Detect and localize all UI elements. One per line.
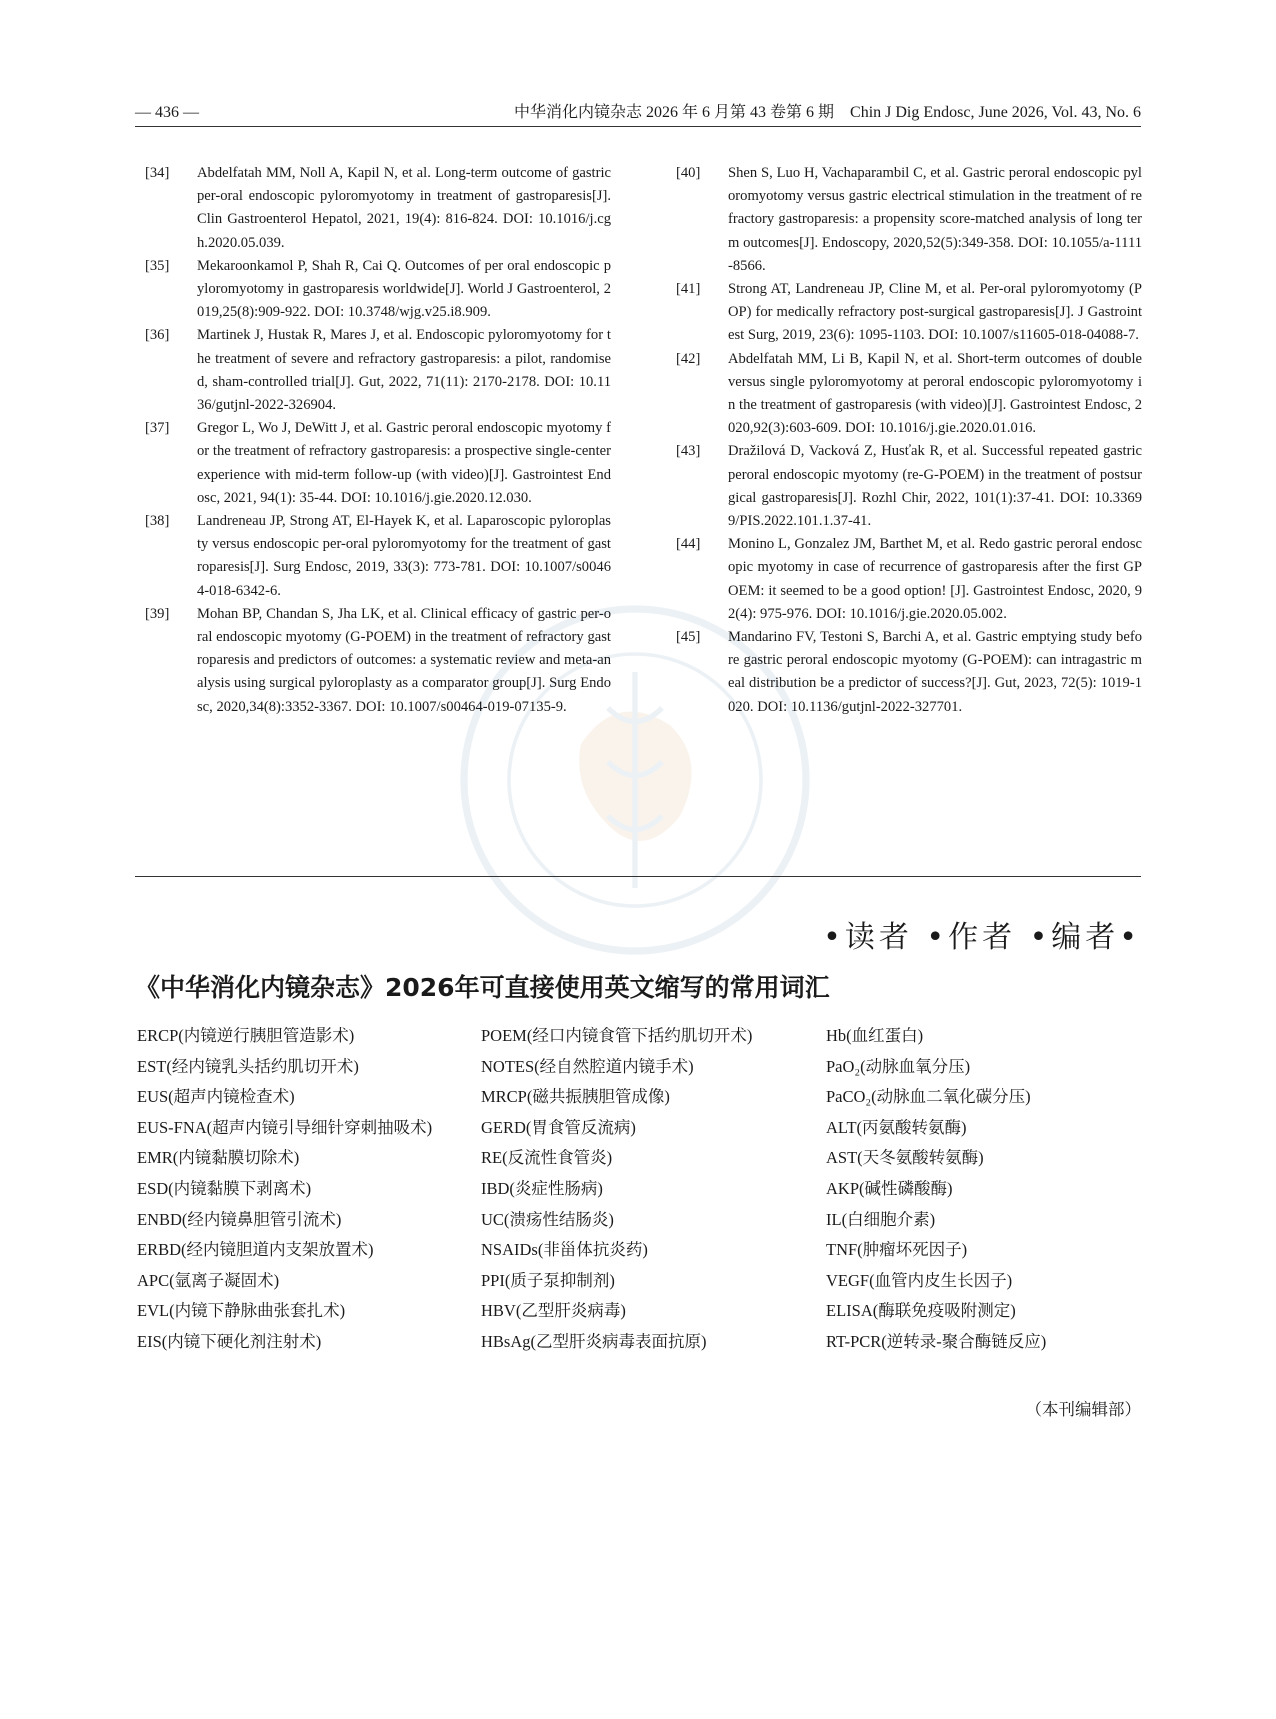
term-item: EST(经内镜乳头括约肌切开术) [137, 1056, 359, 1076]
term-item: PaO₂(动脉血氧分压) [826, 1056, 971, 1076]
article-title: 《中华消化内镜杂志》2026年可直接使用英文缩写的常用词汇 [135, 973, 830, 1002]
reference-number: [45] [676, 629, 701, 646]
term-item: PPI(质子泵抑制剂) [481, 1270, 615, 1290]
reference-number: [42] [676, 350, 701, 367]
reference-text: Landreneau JP, Strong AT, El-Hayek K, et al. Laparoscopic pyloroplasty versus endoscopic per-oral pyloromyotomy for the treatment of gastroparesis[J]. Surg Endosc, 2019, 33(3): 773-781. DOI: 10.1007/s00464-018-6342-6. [197, 513, 611, 599]
section-divider [135, 876, 1141, 877]
reference-text: Mohan BP, Chandan S, Jha LK, et al. Clinical efficacy of gastric per-oral endoscopic myotomy (G-POEM) in the treatment of refractory gastroparesis and predictors of outcomes: a systematic review and meta-analysis using surgical pyloroplasty as a comparator group[J]. Surg Endosc, 2020,34(8):3352-3367. DOI: 10.1007/s00464-019-07135-9. [197, 605, 611, 715]
term-item: Hb(血红蛋白) [826, 1026, 924, 1045]
reference-item [676, 162, 1142, 278]
term-item: ERBD(经内镜胆道内支架放置术) [137, 1240, 374, 1260]
term-item: APC(氩离子凝固术) [137, 1270, 280, 1290]
term-item: EVL(内镜下静脉曲张套扎术) [137, 1301, 346, 1321]
reference-text: Abdelfatah MM, Noll A, Kapil N, et al. Long-term outcome of gastric per-oral endoscopic pyloromyotomy in treatment of gastroparesis[J]. Clin Gastroenterol Hepatol, 2021, 19(4): 816-824. DOI: 10.1016/j.cgh.2020.05.039. [197, 165, 611, 251]
page-header [135, 100, 1141, 127]
reference-number: [39] [145, 605, 170, 622]
term-item: ALT(丙氨酸转氨酶) [826, 1117, 967, 1137]
term-item: PaCO₂(动脉血二氧化碳分压) [826, 1087, 1031, 1107]
term-item: EUS-FNA(超声内镜引导细针穿刺抽吸术) [137, 1117, 433, 1137]
term-item: ERCP(内镜逆行胰胆管造影术) [137, 1026, 355, 1045]
term-item: POEM(经口内镜食管下括约肌切开术) [481, 1026, 753, 1045]
term-item: HBV(乙型肝炎病毒) [481, 1301, 626, 1321]
reference-text: Abdelfatah MM, Li B, Kapil N, et al. Short-term outcomes of double versus single pyloromyotomy at peroral endoscopic pyloromyotomy in the treatment of gastroparesis (with video)[J]. Gastrointest Endosc, 2020,92(3):603-609. DOI: 10.1016/j.gie.2020.01.016. [728, 350, 1142, 437]
reference-text: Mandarino FV, Testoni S, Barchi A, et al. Gastric emptying study before gastric peroral endoscopic myotomy (G-POEM): can intragastric meal distribution be a predictor of success?[J]. Gut, 2023, 72(5): 1019-1020. DOI: 10.1136/gutjnl-2022-327701. [728, 629, 1142, 715]
reference-number: [40] [676, 165, 701, 181]
term-item: MRCP(磁共振胰胆管成像) [481, 1087, 670, 1107]
reference-text: Martinek J, Hustak R, Mares J, et al. Endoscopic pyloromyotomy for the treatment of severe and refractory gastroparesis: a pilot, randomised, sham-controlled trial[J]. Gut, 2022, 71(11): 2170-2178. DOI: 10.1136/gutjnl-2022-326904. [197, 327, 611, 414]
term-item: ESD(内镜黏膜下剥离术) [137, 1178, 312, 1198]
reference-text: Monino L, Gonzalez JM, Barthet M, et al. Redo gastric peroral endoscopic myotomy in case of recurrence of gastroparesis after the first GPOEM: it seemed to be a good option! [J]. Gastrointest Endosc, 2020, 92(4): 975-976. DOI: 10.1016/j.gie.2020.05.002. [728, 536, 1142, 622]
reference-number: [41] [676, 281, 701, 298]
term-item: EMR(内镜黏膜切除术) [137, 1148, 300, 1168]
term-item: EUS(超声内镜检查术) [137, 1087, 295, 1107]
term-item: AST(天冬氨酸转氨酶) [826, 1148, 984, 1168]
reference-item [145, 324, 611, 417]
reference-text: Shen S, Luo H, Vachaparambil C, et al. Gastric peroral endoscopic pyloromyotomy versus gastric electrical stimulation in the treatment of refractory gastroparesis: a propensity score-matched analysis of long term outcomes[J]. Endoscopy, 2020,52(5):349-358. DOI: 10.1055/a-1111-8566. [728, 165, 1142, 274]
reference-number: [38] [145, 513, 170, 530]
term-item: UC(溃疡性结肠炎) [481, 1209, 614, 1229]
reference-number: [36] [145, 327, 170, 344]
reference-item [145, 255, 611, 325]
reference-number: [43] [676, 443, 701, 460]
reference-item [676, 278, 1142, 348]
term-item: NSAIDs(非甾体抗炎药) [481, 1240, 648, 1260]
reference-item [145, 603, 611, 719]
reference-number: [34] [145, 165, 170, 181]
reference-number: [44] [676, 536, 701, 553]
reference-text: Gregor L, Wo J, DeWitt J, et al. Gastric peroral endoscopic myotomy for the treatment of refractory gastroparesis: a prospective single-center experience with mid-term follow-up (with video)[J]. Gastrointest Endosc, 2021, 94(1): 35-44. DOI: 10.1016/j.gie.2020.12.030. [197, 420, 611, 506]
reference-item [676, 440, 1142, 533]
reference-item [676, 626, 1142, 719]
reference-item [145, 417, 611, 510]
reference-text: Dražilová D, Vacková Z, Husťak R, et al. Successful repeated gastric peroral endoscopic myotomy (re-G-POEM) in the treatment of postsurgical gastroparesis[J]. Rozhl Chir, 2022, 101(1):37-41. DOI: 10.33699/PIS.2022.101.1.37-41. [728, 443, 1142, 530]
term-item: RE(反流性食管炎) [481, 1148, 613, 1168]
section-label: •读者 •作者 •编者• [823, 920, 1141, 955]
journal-running-title: 中华消化内镜杂志 2026 年 6 月第 43 卷第 6 期 Chin J Dig Endosc, June 2026, Vol. 43, No. 6 [514, 104, 1141, 121]
reference-item [676, 533, 1142, 626]
page-number: — 436 — [135, 104, 199, 121]
term-item: HBsAg(乙型肝炎病毒表面抗原) [481, 1331, 707, 1351]
terms-column-1 [137, 1021, 477, 1358]
reference-text: Mekaroonkamol P, Shah R, Cai Q. Outcomes of per oral endoscopic pyloromyotomy in gastroparesis worldwide[J]. World J Gastroenterol, 2019,25(8):909-922. DOI: 10.3748/wjg.v25.i8.909. [197, 257, 611, 321]
term-item: TNF(肿瘤坏死因子) [826, 1240, 968, 1260]
reference-item [676, 348, 1142, 441]
terms-column-3 [826, 1021, 1146, 1358]
term-item: GERD(胃食管反流病) [481, 1117, 636, 1137]
reference-item [145, 162, 611, 255]
reference-number: [37] [145, 420, 170, 437]
editorial-credit: （本刊编辑部） [1025, 1400, 1141, 1419]
term-item: IL(白细胞介素) [826, 1209, 936, 1229]
term-item: VEGF(血管内皮生长因子) [826, 1270, 1013, 1290]
term-item: NOTES(经自然腔道内镜手术) [481, 1056, 694, 1076]
reference-text: Strong AT, Landreneau JP, Cline M, et al. Per-oral pyloromyotomy (POP) for medically refractory post-surgical gastroparesis[J]. J Gastrointest Surg, 2019, 23(6): 1095-1103. DOI: 10.1007/s11605-018-04088-7. [728, 281, 1142, 344]
term-item: IBD(炎症性肠病) [481, 1178, 603, 1198]
reference-number: [35] [145, 257, 170, 274]
reference-item [145, 510, 611, 603]
references-left-column [145, 162, 611, 719]
term-item: AKP(碱性磷酸酶) [826, 1178, 953, 1198]
term-item: ELISA(酶联免疫吸附测定) [826, 1301, 1016, 1321]
references-right-column [676, 162, 1142, 719]
term-item: ENBD(经内镜鼻胆管引流术) [137, 1209, 342, 1229]
term-item: RT-PCR(逆转录-聚合酶链反应) [826, 1331, 1047, 1351]
terms-column-2 [481, 1021, 821, 1358]
term-item: EIS(内镜下硬化剂注射术) [137, 1331, 322, 1351]
